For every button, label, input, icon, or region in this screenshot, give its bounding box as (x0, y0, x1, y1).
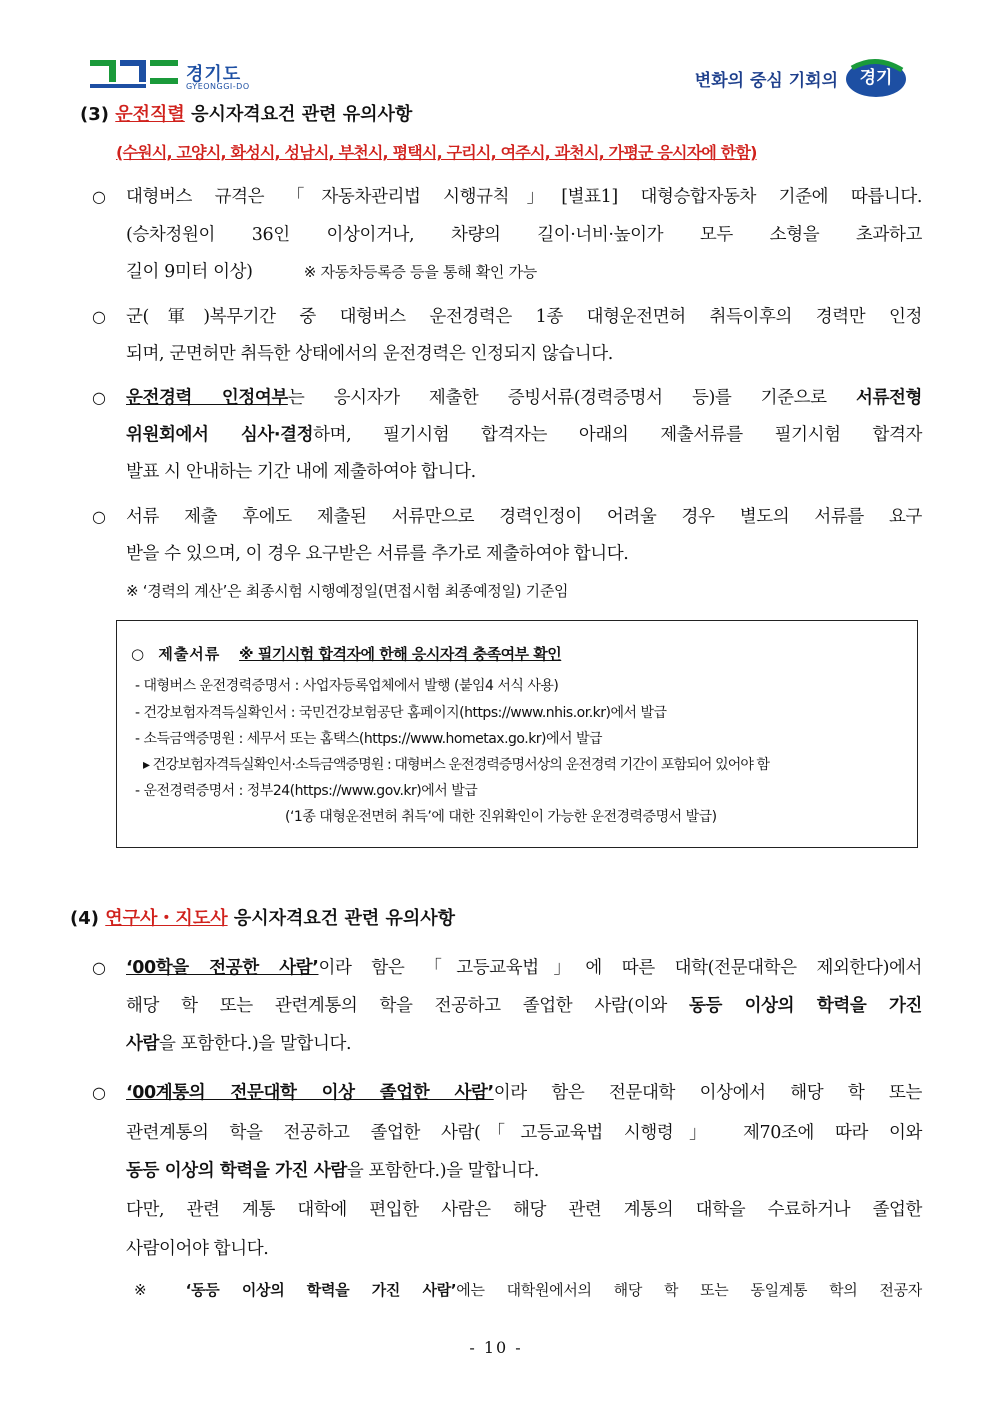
s3-item3-mid: 는 응시자가 제출한 증빙서류(경력증명서 등)를 기준으로 (287, 388, 856, 408)
s3-item3-bold3: 위원회에서 심사·결정 (126, 425, 314, 445)
page-number: - 10 - (469, 1338, 523, 1357)
s4-item1-line1 (126, 957, 922, 979)
s4-item1-bold3: 사람 (126, 1034, 160, 1054)
s3-item4-line2: 받을 수 있으며, 이 경우 요구받은 서류를 추가로 제출하여야 합니다. (126, 544, 629, 564)
s4-item2-line4: 다만, 관련 계통 대학에 편입한 사람은 해당 관련 계통의 대학을 수료하거나 졸업한 (126, 1200, 922, 1220)
s3-item2-line2: 되며, 군면허만 취득한 상태에서의 운전경력은 인정되지 않습니다. (126, 344, 613, 364)
s4-item2-note-bold: ‘동등 이상의 학력을 가진 사람’ (185, 1281, 457, 1299)
section4-num: (4) (70, 908, 99, 929)
section4-title-red: 연구사・지도사 (105, 908, 228, 929)
bullet-icon: ○ (92, 958, 106, 977)
logo-sub: GYEONGGI-DO (186, 82, 250, 91)
s3-item3-line2-rest: 하며, 필기시험 합격자는 아래의 제출서류를 필기시험 합격자 (313, 425, 922, 445)
section3-title (80, 104, 412, 126)
box-line-4: ▸ 건강보험자격득실확인서·소득금액증명원 : 대형버스 운전경력증명서상의 운전경력 기간이 포함되어 있어야 함 (143, 757, 770, 773)
s3-item4-note: ※ ‘경력의 계산’은 최종시험 시행예정일(면접시험 최종예정일) 기준임 (126, 582, 569, 600)
slogan-badge-text: 경기 (859, 68, 893, 88)
section3-title-rest: 응시자격요건 관련 유의사항 (191, 104, 413, 125)
s4-item2-line3-rest: 을 포함한다.)을 말합니다. (346, 1161, 539, 1181)
s3-item3-bold2: 서류전형 (855, 388, 922, 408)
s4-item2-bold2: 동등 이상의 학력을 가진 사람 (126, 1161, 347, 1181)
s4-item1-line1-rest: 이라 함은 「고등교육법」에 따른 대학(전문대학은 제외한다)에서 (318, 958, 923, 978)
section3-num: (3) (80, 104, 109, 125)
s3-item1-line2: (승차정원이 36인 이상이거나, 차량의 길이·너비·높이가 모두 소형을 초과하고 (126, 225, 922, 245)
s3-item3-line3: 발표 시 안내하는 기간 내에 제출하여야 합니다. (126, 462, 476, 482)
bullet-icon: ○ (92, 388, 106, 407)
s4-item2-line2: 관련계통의 학을 전공하고 졸업한 사람(「고등교육법 시행령」 제70조에 따라 이와 (126, 1123, 922, 1143)
s4-item1-bold1: ‘00학을 전공한 사람’ (126, 958, 319, 978)
s3-item1-line3 (126, 261, 922, 283)
s4-item2-line1 (126, 1082, 922, 1104)
bullet-icon: ○ (92, 187, 106, 206)
bullet-icon: ○ (92, 507, 106, 526)
section4-title (70, 908, 455, 930)
box-head-note: ※ 필기시험 합격자에 한해 응시자격 충족여부 확인 (239, 645, 562, 663)
s3-item1-note: ※ 자동차등록증 등을 통해 확인 가능 (303, 263, 537, 281)
box-line-5: - 운전경력증명서 : 정부24(https://www.gov.kr)에서 발급 (135, 783, 478, 799)
s4-item1-bold2: 동등 이상의 학력을 가진 (689, 996, 922, 1016)
section3-subnote (116, 142, 757, 164)
slogan-text: 변화의 중심 기회의 (694, 70, 838, 91)
box-head (131, 643, 561, 664)
s3-item1-line1: 대형버스 규격은 「자동차관리법 시행규칙」[별표1] 대형승합자동차 기준에 따릅니다. (126, 187, 922, 207)
s3-item4-line1: 서류 제출 후에도 제출된 서류만으로 경력인정이 어려울 경우 별도의 서류를 요구 (126, 507, 922, 527)
box-line-3: - 소득금액증명원 : 세무서 또는 홈택스(https://www.hometax.go.kr)에서 발급 (135, 731, 603, 747)
s3-item2-line1: 군(軍)복무기간 중 대형버스 운전경력은 1종 대형운전면허 취득이후의 경력만 인정 (126, 307, 922, 327)
bullet-icon: ○ (92, 1083, 106, 1102)
box-line-2: - 건강보험자격득실확인서 : 국민건강보험공단 홈페이지(https://www.nhis.or.kr)에서 발급 (135, 705, 667, 721)
s3-item3-line1 (126, 387, 922, 409)
s4-item2-line5: 사람이어야 합니다. (126, 1239, 269, 1259)
s4-item2-note-prefix: ※ (134, 1281, 186, 1299)
s4-item2-note (134, 1279, 922, 1301)
s3-item3-bold1: 운전경력 인정여부 (126, 388, 288, 408)
section4-title-rest: 응시자격요건 관련 유의사항 (233, 908, 456, 929)
documents-box (116, 620, 918, 848)
box-head-title: 제출서류 (158, 645, 221, 663)
s4-item2-note-rest: 에는 대학원에서의 해당 학 또는 동일계통 학의 전공자 (456, 1281, 922, 1299)
s4-item1-line2 (126, 995, 922, 1017)
slogan (695, 58, 908, 98)
box-line-1: - 대형버스 운전경력증명서 : 사업자등록업체에서 발행 (붙임4 서식 사용) (135, 678, 559, 694)
logo-name: 경기도 (186, 64, 242, 85)
s4-item1-line3-rest: 을 포함한다.)을 말합니다. (159, 1034, 352, 1054)
gyeonggi-logo-mark-icon (90, 58, 182, 90)
s4-item1-line2-rest: 해당 학 또는 관련계통의 학을 전공하고 졸업한 사람(이와 (126, 996, 689, 1016)
s4-item1-line3 (126, 1033, 922, 1055)
s3-item1-line3-text: 길이 9미터 이상) (126, 262, 253, 282)
slogan-badge (844, 58, 908, 98)
box-head-bullet: ○ (131, 645, 144, 663)
s3-item3-line2 (126, 424, 922, 446)
box-line-6: (‘1종 대형운전면허 취득’에 대한 진위확인이 가능한 운전경력증명서 발급) (285, 809, 717, 825)
section3-title-red: 운전직렬 (115, 104, 185, 125)
bullet-icon: ○ (92, 307, 106, 326)
s4-item2-bold1: ‘00계통의 전문대학 이상 졸업한 사람’ (126, 1083, 494, 1103)
section3-subnote-text: (수원시, 고양시, 화성시, 성남시, 부천시, 평택시, 구리시, 여주시, 과천시, 가평군 응시자에 한함) (116, 143, 757, 162)
gyeonggi-logo (90, 58, 250, 98)
s4-item2-line1-rest: 이라 함은 전문대학 이상에서 해당 학 또는 (493, 1083, 923, 1103)
s4-item2-line3 (126, 1160, 922, 1182)
